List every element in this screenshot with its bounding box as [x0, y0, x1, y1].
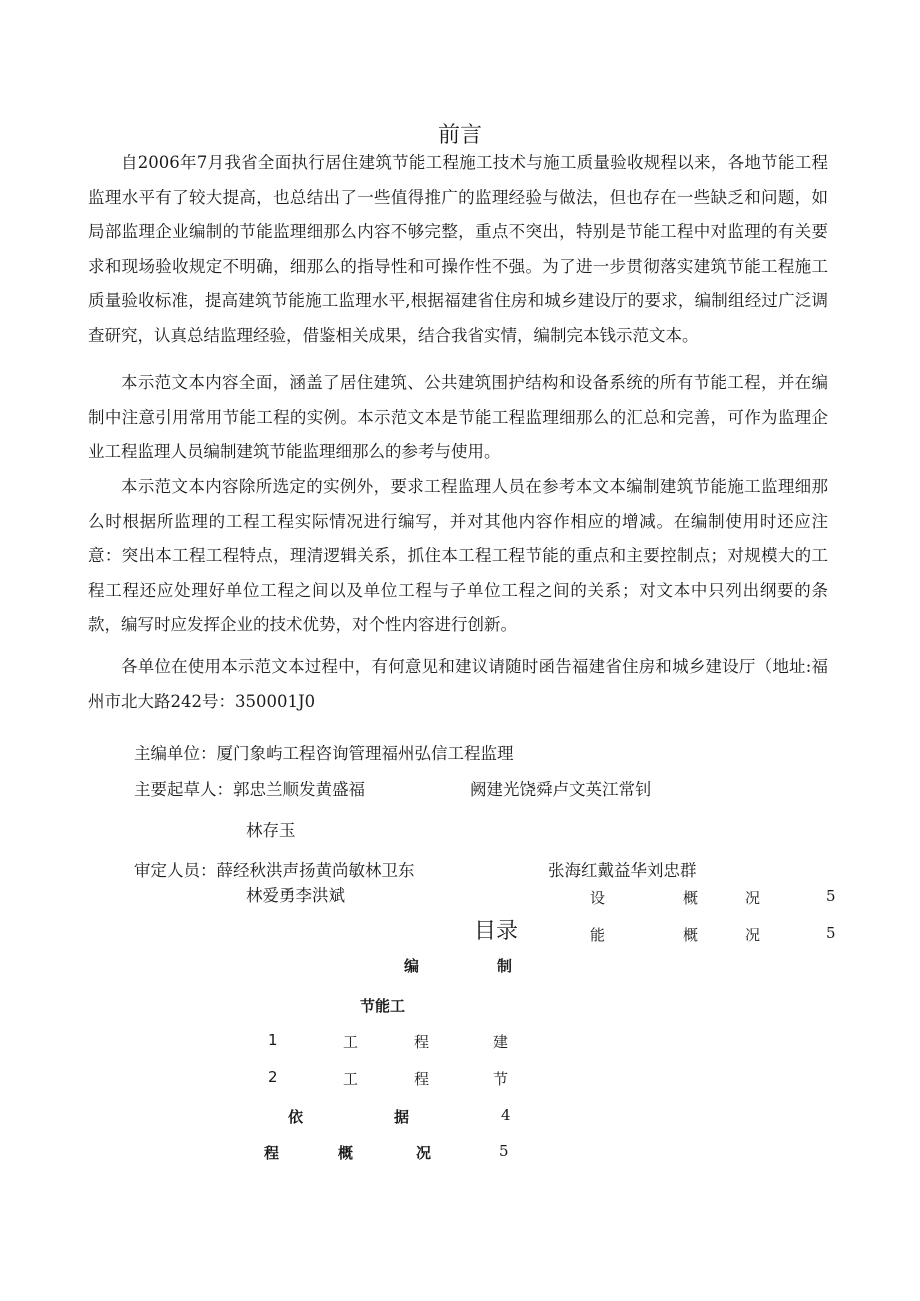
toc-row-4-c3: 节 — [493, 1070, 509, 1088]
toc-row-6-page: 5 — [499, 1142, 509, 1160]
toc-row-2: 节能工 — [360, 997, 406, 1015]
toc-right-row-1-c2: 概 — [683, 889, 699, 907]
toc-row-6-c3: 况 — [416, 1144, 432, 1162]
toc-row-4-c2: 程 — [414, 1070, 430, 1088]
toc-row-6-c2: 概 — [338, 1144, 354, 1162]
drafters-line-2: 阙建光饶舜卢文英江常钊 — [470, 780, 652, 799]
toc-right-row-2-c1: 能 — [590, 926, 606, 944]
toc-row-1-c1: 编 — [404, 957, 420, 975]
toc-row-4-c1: 工 — [343, 1070, 359, 1088]
toc-row-5-c1: 依 — [288, 1108, 304, 1126]
toc-right-row-2-c3: 况 — [745, 926, 761, 944]
toc-right-row-1-c1: 设 — [590, 889, 606, 907]
reviewers-line-2: 张海红戴益华刘忠群 — [548, 861, 697, 880]
drafters-line-1: 主要起草人：郭忠兰顺发黄盛福 — [134, 780, 365, 799]
toc-right-row-1-page: 5 — [826, 887, 836, 905]
preface-title: 前言 — [438, 123, 483, 148]
toc-row-5-page: 4 — [501, 1106, 511, 1124]
toc-row-3-c1: 工 — [343, 1033, 359, 1051]
preface-paragraph-2: 本示范文本内容全面，涵盖了居住建筑、公共建筑围护结构和设备系统的所有节能工程，并在编制中注意引用常用节能工程的实例。本示范文本是节能工程监理细那么的汇总和完善，可作为监理企业工程监理人员编制建筑节能监理细那么的参考与使用。 — [88, 373, 828, 461]
editor-unit: 主编单位：厦门象屿工程咨询管理福州弘信工程监理 — [134, 744, 514, 763]
toc-title: 目录 — [474, 919, 519, 944]
toc-right-row-2-c2: 概 — [683, 926, 699, 944]
toc-row-3-c3: 建 — [493, 1033, 509, 1051]
toc-row-5-c2: 据 — [394, 1108, 410, 1126]
toc-right-row-2-page: 5 — [826, 924, 836, 942]
toc-row-6-c1: 程 — [264, 1144, 280, 1162]
drafters-line-3: 林存玉 — [246, 821, 296, 840]
reviewers-line-3: 林爱勇李洪斌 — [246, 886, 345, 905]
toc-row-3-c2: 程 — [414, 1033, 430, 1051]
toc-right-row-1-c3: 况 — [745, 889, 761, 907]
toc-row-1-c2: 制 — [497, 957, 513, 975]
preface-paragraph-1: 自2006年7月我省全面执行居住建筑节能工程施工技术与施工质量验收规程以来，各地节能工程监理水平有了较大提高，也总结出了一些值得推广的监理经验与做法，但也存在一些缺乏和问题，如局部监理企业编制的节能监理细那么内容不够完整，重点不突出，特别是节能工程中对监理的有关要求和现场验收规定不明确，细那么的指导性和可操作性不强。为了进一步贯彻落实建筑节能工程施工质量验收标准，提高建筑节能施工监理水平,根据福建省住房和城乡建设厅的要求，编制组经过广泛调查研究，认真总结监理经验，借鉴相关成果，结合我省实情，编制完本钱示范文本。 — [88, 153, 828, 345]
reviewers-line-1: 审定人员：薛经秋洪声扬黄尚敏林卫东 — [134, 861, 415, 880]
toc-row-4-num: 2 — [268, 1068, 278, 1086]
preface-paragraph-3: 本示范文本内容除所选定的实例外，要求工程监理人员在参考本文本编制建筑节能施工监理细那么时根据所监理的工程工程实际情况进行编写，并对其他内容作相应的增减。在编制使用时还应注意：突出本工程工程特点，理清逻辑关系，抓住本工程工程节能的重点和主要控制点；对规模大的工程工程还应处理好单位工程之间以及单位工程与子单位工程之间的关系；对文本中只列出纲要的条款，编写时应发挥企业的技术优势，对个性内容进行创新。 — [88, 477, 828, 634]
preface-paragraph-4: 各单位在使用本示范文本过程中，有何意见和建议请随时函告福建省住房和城乡建设厅（地址:福州市北大路242号：350001J0 — [88, 657, 828, 711]
toc-row-3-num: 1 — [268, 1031, 278, 1049]
